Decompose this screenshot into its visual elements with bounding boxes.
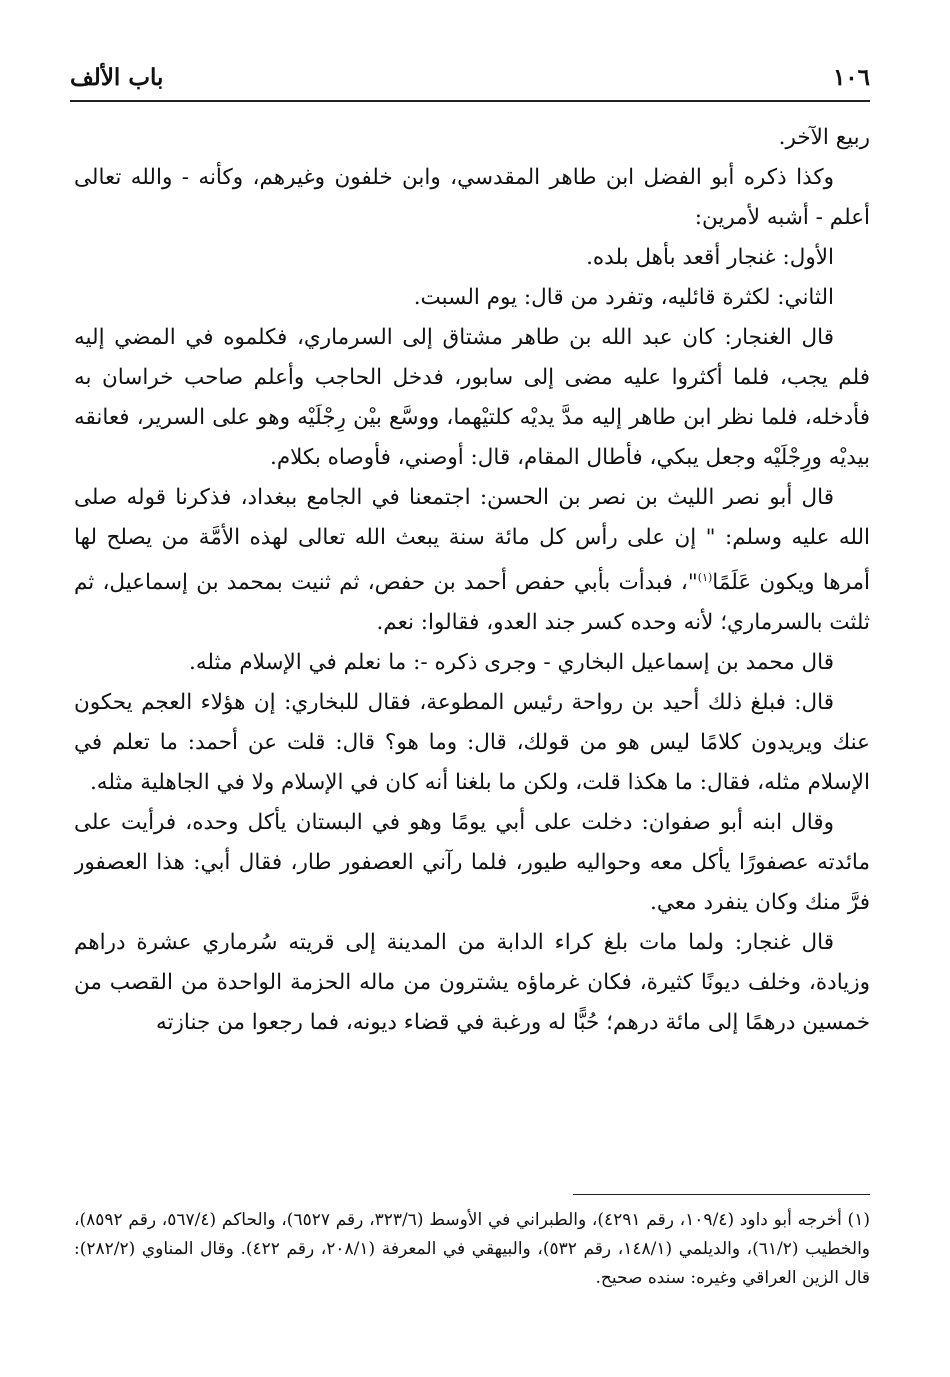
paragraph: الثاني: لكثرة قائليه، وتفرد من قال: يوم السبت. xyxy=(413,285,834,310)
paragraph: الأول: غنجار أقعد بأهل بلده. xyxy=(586,245,834,270)
paragraph: قال محمد بن إسماعيل البخاري - وجرى ذكره -: ما نعلم في الإسلام مثله. xyxy=(189,650,834,676)
paragraph-text: "، فبدأت بأبي حفص أحمد بن حفص، ثم ثنيت بمحمد بن إسماعيل، ثم ثلثت بالسرماري؛ لأنه وحده كسر جند العدو، فقالوا: نعم. xyxy=(74,570,870,636)
paragraph: قال: فبلغ ذلك أحيد بن رواحة رئيس المطوعة، فقال للبخاري: إن هؤلاء العجم يحكون عنك ويريدون كلامًا ليس هو من قولك، قال: وما هو؟ قال: قلت عن أحمد: ما تعلم في الإسلام مثله، فقال: ما هكذا قلت، ولكن ما بلغنا أنه كان في الإسلام ولا في الجاهلية مثله. xyxy=(74,690,870,796)
paragraph: قال غنجار: ولما مات بلغ كراء الدابة من المدينة إلى قريته سُرماري عشرة دراهم وزيادة، وخلف ديونًا كثيرة، فكان غرماؤه يشترون من ماله الحزمة الواحدة من القصب من خمسين درهمًا إلى مائة درهم؛ حُبًّا له ورغبة في قضاء ديونه، فما رجعوا من جنازته xyxy=(74,930,870,1036)
paragraph-with-footnote xyxy=(74,478,870,643)
footnote-divider xyxy=(573,1194,870,1195)
paragraph: قال الغنجار: كان عبد الله بن طاهر مشتاق إلى السرماري، فكلموه في المضي إليه فلم يجب، فلما أكثروا عليه مضى إلى سابور، فدخل الحاجب وأعلم صاحب خراسان به فأدخله، فلما نظر ابن طاهر إليه مدَّ يديْه كلتيْهما، ووسَّع بيْن رِجْلَيْه وهو على السرير، فعانقه بيديْه ورِجْلَيْه وجعل يبكي، فأطال المقام، قال: أوصني، فأوصاه بكلام. xyxy=(74,325,870,470)
paragraph: وكذا ذكره أبو الفضل ابن طاهر المقدسي، وابن خلفون وغيرهم، وكأنه - والله تعالى أعلم - أشبه لأمرين: xyxy=(74,165,870,230)
chapter-title: باب الألف xyxy=(70,64,164,91)
footnote: (١) أخرجه أبو داود (١٠٩/٤، رقم ٤٢٩١)، والطبراني في الأوسط (٣٢٣/٦، رقم ٦٥٢٧)، والحاكم (٥٦٧/٤، رقم ٨٥٩٢)، والخطيب (٦١/٢)، والديلمي (١٤٨/١، رقم ٥٣٢)، والبيهقي في المعرفة (٢٠٨/١، رقم ٤٢٢). وقال المناوي (٢٨٢/٢): قال الزين العراقي وغيره: سنده صحيح. xyxy=(74,1210,870,1288)
page-header xyxy=(70,60,870,100)
paragraph-text: قال أبو نصر الليث بن نصر بن الحسن: اجتمعنا في الجامع ببغداد، فذكرنا قوله صلى الله عليه وسلم: " إن على رأس كل مائة سنة يبعث الله تعالى لهذه الأمَّة من يصلح لها أمرها ويكون عَلَمًا xyxy=(74,485,870,596)
main-text xyxy=(74,118,870,1178)
header-divider xyxy=(70,100,870,102)
page-number: ١٠٦ xyxy=(832,64,870,91)
paragraph: ربيع الآخر. xyxy=(778,125,870,150)
footnote-reference: (١) xyxy=(697,571,713,584)
paragraph: وقال ابنه أبو صفوان: دخلت على أبي يومًا وهو في البستان يأكل وحده، فرأيت على مائدته عصفورًا يأكل معه وحواليه طيور، فلما رآني العصفور طار، فقال أبي: هذا العصفور فرَّ منك وكان ينفرد معي. xyxy=(74,810,870,916)
